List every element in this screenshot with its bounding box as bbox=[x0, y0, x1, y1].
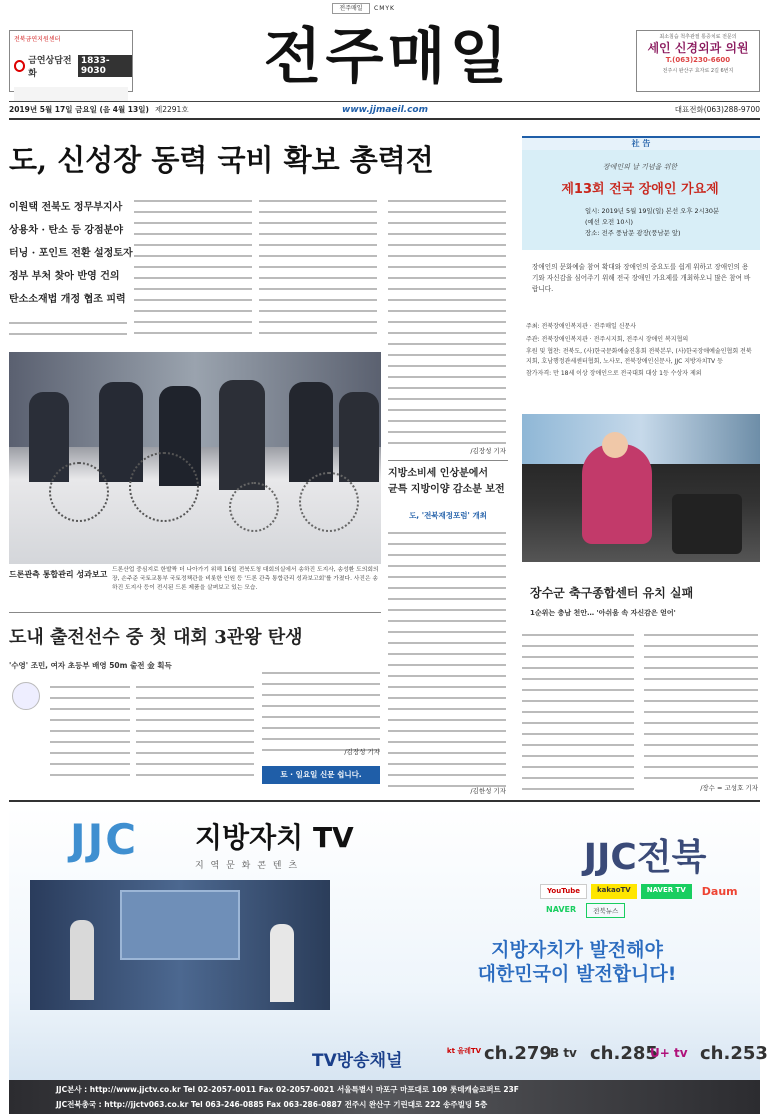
sports-logo bbox=[12, 682, 40, 710]
lead-body-col2 bbox=[134, 196, 252, 342]
ad-right-brand: JJC전북 bbox=[583, 837, 707, 878]
left-ad-line: 금연상담전화 bbox=[28, 56, 72, 79]
notice-items bbox=[526, 322, 756, 379]
reporter-sports: /김장성 기자 bbox=[344, 748, 380, 756]
notice-item: 주최: 전북장애인복지관 · 전주매일 신문사 bbox=[526, 323, 637, 330]
left-ad-box bbox=[9, 30, 133, 92]
notice-body: 장애인의 문화예술 참여 확대와 장애인의 중요도를 쉽게 위하고 장애인의 용기와 자신감을 심어주기 위해 전국 장애인 가요제를 개최하오니 많은 참여 바랍니다. bbox=[532, 263, 751, 293]
top-tag: 전주매일 bbox=[332, 3, 370, 14]
soccer-body-col2 bbox=[644, 630, 758, 782]
notice-title: 제13회 전국 장애인 가요제 bbox=[561, 182, 719, 197]
ad-ch2-brand: B tv bbox=[550, 1046, 577, 1060]
lead-sub-2: 상용차 · 탄소 등 강점분야 bbox=[9, 225, 124, 236]
ad-title: 지방자치 TV bbox=[195, 821, 354, 854]
ad-footer-1: JJC본사 : http://www.jjctv.co.kr Tel 02-2057-0011 Fax 02-2057-0021 서울특별시 마포구 마포대로 109 롯데캐슬로퍼트 23F bbox=[56, 1085, 519, 1094]
ad-ch3: ch.253 bbox=[700, 1043, 768, 1064]
soccer-headline: 장수군 축구종합센터 유치 실패 bbox=[530, 586, 694, 600]
reporter-localtax: /김한성 기자 bbox=[470, 787, 506, 795]
daum-badge: Daum bbox=[701, 885, 738, 898]
localtax-headline: 지방소비세 인상분에서 bbox=[388, 468, 489, 479]
notice-item: 후원 및 협찬: 전북도, (사)한국문화예술진흥회 전북본부, (사)한국장애예술인협회 전북지회, 호남행정관세센터협회, 노사모, 전북장애인신문사, JJC 지방자치TV 등 bbox=[526, 348, 752, 365]
jbnews-badge: 전북뉴스 bbox=[586, 903, 625, 918]
right-ad-addr: 전주시 완산구 효자로 2길 6번지 bbox=[662, 68, 734, 74]
reporter-lead: /김장성 기자 bbox=[470, 447, 506, 455]
ad-brand: JJC bbox=[70, 815, 139, 864]
notice-place: 장소: 전주 풍남문 광장(풍남문 앞) bbox=[585, 229, 681, 237]
soccer-sub: 1순위는 충남 천안… '아쉬움 속 자신감은 얻어' bbox=[530, 609, 676, 617]
ad-platforms bbox=[540, 884, 755, 918]
lead-subheads bbox=[9, 196, 133, 311]
right-ad-name: 세인 신경외과 의원 bbox=[647, 41, 749, 55]
notice-photo-singer bbox=[522, 414, 760, 562]
soccer-body-col1 bbox=[522, 630, 634, 790]
lead-sub-3: 터닝 · 포인트 전환 설정토자 bbox=[9, 248, 133, 259]
ad-studio-image bbox=[30, 880, 330, 1010]
ad-slogan-1: 지방자치가 발전해야 bbox=[491, 939, 663, 961]
issue-number: 제2291호 bbox=[155, 105, 189, 114]
localtax-sub: 도, '전북재정포럼' 개최 bbox=[409, 511, 487, 520]
notice-badge-weekend: 토 · 일요일 신문 쉽니다. bbox=[262, 766, 380, 784]
cmyk-marker: CMYK bbox=[374, 5, 395, 12]
ad-subtitle: 지 역 문 화 콘 텐 츠 bbox=[195, 861, 300, 871]
site-url[interactable]: www.jjmaeil.com bbox=[342, 105, 428, 115]
lead-sub-1: 이원택 전북도 정무부지사 bbox=[9, 202, 123, 213]
notice-item: 참가자격: 만 18세 이상 장애인으로 전국대회 대상 1등 수상자 제외 bbox=[526, 370, 702, 377]
sports-body-col3 bbox=[262, 668, 380, 756]
kakaotv-badge: kakaoTV bbox=[591, 884, 637, 899]
date-line: 2019년 5월 17일 금요일 (음 4월 13일) bbox=[9, 105, 149, 114]
lead-body-col3 bbox=[259, 196, 377, 342]
lead-body-col4 bbox=[388, 196, 506, 444]
left-ad-phone: 1833-9030 bbox=[78, 55, 132, 77]
lead-caption-text: 드론산업 중심지로 한발짝 더 나아가기 위해 16일 전북도청 대회의실에서 송하진 도지사, 송성환 도의회의장, 손주준 국토교통부 국토정책관을 비롯한 인원 등 '드론 관측 통합관리 성과보고회'를 가졌다. 사진은 송하진 도지사 등이 전시된 드론 제품을 살펴보고 있는 모습. bbox=[112, 567, 379, 591]
sports-body-col1 bbox=[50, 682, 130, 784]
ad-footer-2: JJC전북총국 : http://jjctv063.co.kr Tel 063-246-0885 Fax 063-286-0887 전주시 완산구 기린대로 222 송주빌딩 5층 bbox=[56, 1100, 488, 1109]
lead-sub-4: 정부 부처 찾아 반영 건의 bbox=[9, 271, 120, 282]
ad-tv-label: TV방송채널 bbox=[312, 1051, 403, 1071]
navertv-badge: NAVER TV bbox=[641, 884, 692, 899]
ad-slogan-2: 대한민국이 발전합니다! bbox=[477, 963, 677, 985]
localtax-headline2: 균특 지방이양 감소분 보전 bbox=[388, 484, 505, 495]
lead-body-col1 bbox=[9, 318, 127, 342]
sports-sub: '수영' 조민, 여자 초등부 배영 50m 출전 金 획득 bbox=[9, 661, 172, 670]
youtube-badge: YouTube bbox=[540, 884, 587, 899]
right-ad-box bbox=[636, 30, 760, 92]
right-ad-slogan: 최소침습 척추관절 통증치료 전문의 bbox=[659, 34, 737, 40]
lead-photo-drones bbox=[9, 352, 381, 564]
left-ad-org: 전북금연지원센터 bbox=[14, 36, 61, 43]
lead-caption-title: 드론관측 통합관리 성과보고 bbox=[9, 570, 108, 579]
sports-headline: 도내 출전선수 중 첫 대회 3관왕 탄생 bbox=[9, 627, 303, 648]
no-smoking-icon bbox=[14, 60, 25, 72]
lead-sub-5: 탄소소재법 개정 협조 피력 bbox=[9, 294, 126, 305]
ad-ch2: ch.285 bbox=[590, 1043, 658, 1064]
localtax-body bbox=[388, 528, 506, 794]
reporter-soccer: /장수 = 고성호 기자 bbox=[700, 784, 758, 792]
notice-tag: 社 告 bbox=[522, 136, 760, 150]
ad-ch1-brand: kt 올레TV bbox=[446, 1047, 482, 1055]
ad-ch1: ch.279 bbox=[484, 1043, 552, 1064]
sports-body-col2 bbox=[136, 682, 254, 784]
notice-item: 주관: 전북장애인복지관 · 전주시지회, 전주시 장애인 복지협의 bbox=[526, 335, 689, 343]
ad-ch3-brand: U+ tv bbox=[650, 1046, 688, 1060]
notice-script-line: 장애인의 날 기념을 위한 bbox=[602, 163, 678, 171]
lead-headline: 도, 신성장 동력 국비 확보 총력전 bbox=[9, 143, 434, 177]
right-ad-phone: T.(063)230-6600 bbox=[665, 56, 731, 64]
notice-date: 일시: 2019년 5월 19일(일) 본선 오후 2시30분 bbox=[585, 207, 720, 215]
naver-badge: NAVER bbox=[546, 905, 577, 914]
notice-pre: (예선 오전 10시) bbox=[585, 218, 634, 226]
paper-title: 전주매일 bbox=[263, 22, 512, 92]
main-phone: 대표전화(063)288-9700 bbox=[674, 105, 760, 114]
